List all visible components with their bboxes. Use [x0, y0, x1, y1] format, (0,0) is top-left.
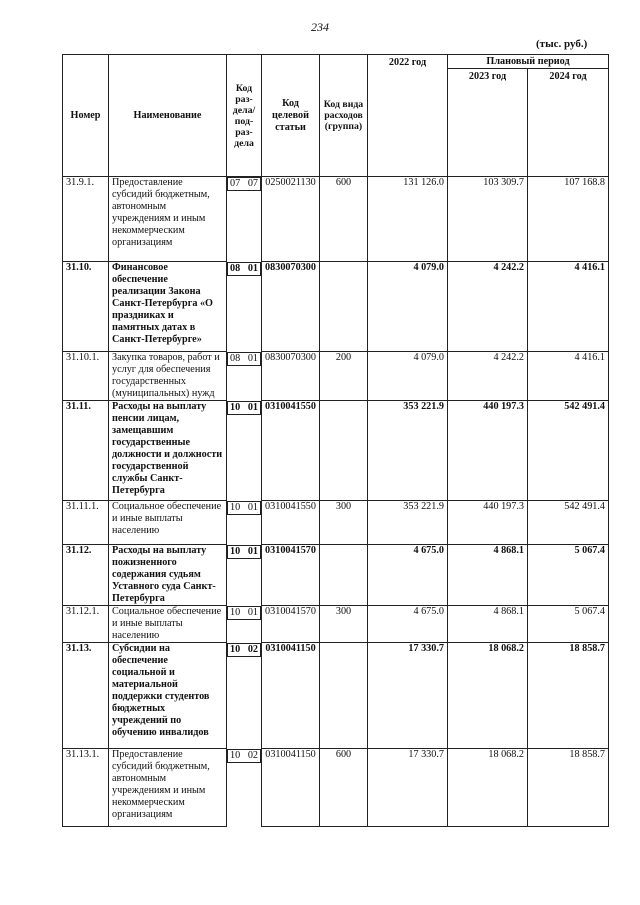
row-section-code: 10	[230, 545, 241, 557]
row-2023: 4 868.1	[448, 545, 528, 606]
row-number: 31.11.1.	[63, 501, 109, 545]
row-expense-type: 300	[320, 606, 368, 643]
row-2022: 17 330.7	[368, 749, 448, 827]
row-target: 0310041570	[262, 606, 320, 643]
row-expense-type: 300	[320, 501, 368, 545]
row-number: 31.12.	[63, 545, 109, 606]
row-section-code: 10	[230, 401, 241, 413]
row-section-code: 10	[230, 501, 241, 513]
row-target: 0250021130	[262, 177, 320, 262]
row-subsection-code: 01	[247, 401, 258, 413]
table-row	[63, 501, 609, 545]
units-label: (тыс. руб.)	[536, 38, 588, 50]
row-2024: 4 416.1	[528, 352, 609, 401]
table-row	[63, 643, 609, 749]
row-subsection-code: 01	[247, 352, 258, 364]
row-section-code: 08	[230, 352, 241, 364]
row-2022: 4 079.0	[368, 352, 448, 401]
row-section	[227, 545, 261, 559]
row-target: 0310041550	[262, 401, 320, 501]
table-row	[63, 401, 609, 501]
row-expense-type: 600	[320, 749, 368, 827]
row-section	[227, 749, 261, 763]
row-2024: 4 416.1	[528, 262, 609, 352]
row-name: Финансовое обеспечение реализации Закона Санкт-Петербурга «О праздниках и памятных датах в Санкт-Петербурге»	[109, 262, 227, 352]
page-number: 234	[311, 20, 329, 34]
header-2024: 2024 год	[528, 69, 609, 177]
row-name: Предоставление субсидий бюджетным, автономным учреждениям и иным некоммерческим организациям	[109, 177, 227, 262]
row-number: 31.11.	[63, 401, 109, 501]
header-section: Код раз-дела/ под-раз-дела	[227, 55, 262, 177]
row-number: 31.13.	[63, 643, 109, 749]
row-section	[227, 352, 261, 366]
row-2023: 18 068.2	[448, 749, 528, 827]
table-row	[63, 749, 609, 827]
row-2024: 5 067.4	[528, 606, 609, 643]
table-row	[63, 177, 609, 262]
row-2022: 131 126.0	[368, 177, 448, 262]
row-section	[227, 177, 261, 191]
table-row	[63, 262, 609, 352]
row-name: Расходы на выплату пенсии лицам, замещавшим государственные должности и должности государственной службы Санкт-Петербурга	[109, 401, 227, 501]
row-section-code: 10	[230, 606, 241, 618]
row-section	[227, 501, 261, 515]
row-2022: 353 221.9	[368, 501, 448, 545]
row-number: 31.10.	[63, 262, 109, 352]
header-number: Номер	[63, 55, 109, 177]
row-subsection-code: 07	[247, 178, 258, 189]
row-target: 0310041150	[262, 643, 320, 749]
row-2024: 5 067.4	[528, 545, 609, 606]
row-number: 31.12.1.	[63, 606, 109, 643]
row-section	[227, 262, 261, 276]
row-2024: 18 858.7	[528, 749, 609, 827]
row-subsection-code: 01	[247, 501, 258, 513]
row-name: Предоставление субсидий бюджетным, автономным учреждениям и иным некоммерческим организациям	[109, 749, 227, 827]
row-name: Закупка товаров, работ и услуг для обеспечения государственных (муниципальных) нужд	[109, 352, 227, 401]
row-section	[227, 606, 261, 620]
row-section-code: 08	[230, 262, 241, 274]
row-number: 31.10.1.	[63, 352, 109, 401]
row-subsection-code: 02	[247, 749, 258, 761]
row-2023: 4 868.1	[448, 606, 528, 643]
row-name: Расходы на выплату пожизненного содержания судьям Уставного суда Санкт-Петербурга	[109, 545, 227, 606]
row-name: Социальное обеспечение и иные выплаты населению	[109, 606, 227, 643]
table-body	[63, 177, 609, 827]
row-subsection-code: 02	[247, 643, 258, 655]
row-2022: 4 675.0	[368, 606, 448, 643]
row-2023: 4 242.2	[448, 262, 528, 352]
row-subsection-code: 01	[247, 262, 258, 274]
row-expense-type: 600	[320, 177, 368, 262]
row-subsection-code: 01	[247, 606, 258, 618]
row-2022: 4 079.0	[368, 262, 448, 352]
row-expense-type	[320, 643, 368, 749]
row-2024: 18 858.7	[528, 643, 609, 749]
row-target: 0830070300	[262, 262, 320, 352]
header-target: Код целевой статьи	[262, 55, 320, 177]
row-2023: 18 068.2	[448, 643, 528, 749]
row-section	[227, 401, 261, 415]
row-name: Социальное обеспечение и иные выплаты населению	[109, 501, 227, 545]
header-expense-type: Код вида расходов (группа)	[320, 55, 368, 177]
row-name: Субсидии на обеспечение социальной и материальной поддержки студентов бюджетных учреждений по обучению инвалидов	[109, 643, 227, 749]
row-2023: 440 197.3	[448, 401, 528, 501]
table-row	[63, 606, 609, 643]
header-2023: 2023 год	[448, 69, 528, 177]
budget-table	[62, 54, 609, 827]
header-plan-period: Плановый период	[448, 55, 609, 69]
header-2022: 2022 год	[368, 55, 448, 177]
row-2023: 4 242.2	[448, 352, 528, 401]
row-number: 31.13.1.	[63, 749, 109, 827]
row-target: 0310041570	[262, 545, 320, 606]
row-section-code: 10	[230, 749, 241, 761]
row-2024: 107 168.8	[528, 177, 609, 262]
header-name: Наименование	[109, 55, 227, 177]
row-2023: 103 309.7	[448, 177, 528, 262]
row-expense-type	[320, 545, 368, 606]
row-target: 0310041150	[262, 749, 320, 827]
row-target: 0830070300	[262, 352, 320, 401]
row-section-code: 07	[230, 178, 241, 189]
row-target: 0310041550	[262, 501, 320, 545]
row-section-code: 10	[230, 643, 241, 655]
row-2022: 4 675.0	[368, 545, 448, 606]
table-row	[63, 352, 609, 401]
row-subsection-code: 01	[247, 545, 258, 557]
row-2024: 542 491.4	[528, 401, 609, 501]
row-expense-type	[320, 262, 368, 352]
row-2022: 17 330.7	[368, 643, 448, 749]
row-expense-type	[320, 401, 368, 501]
row-2024: 542 491.4	[528, 501, 609, 545]
row-2022: 353 221.9	[368, 401, 448, 501]
row-expense-type: 200	[320, 352, 368, 401]
table-row	[63, 545, 609, 606]
row-section	[227, 643, 261, 657]
row-number: 31.9.1.	[63, 177, 109, 262]
row-2023: 440 197.3	[448, 501, 528, 545]
